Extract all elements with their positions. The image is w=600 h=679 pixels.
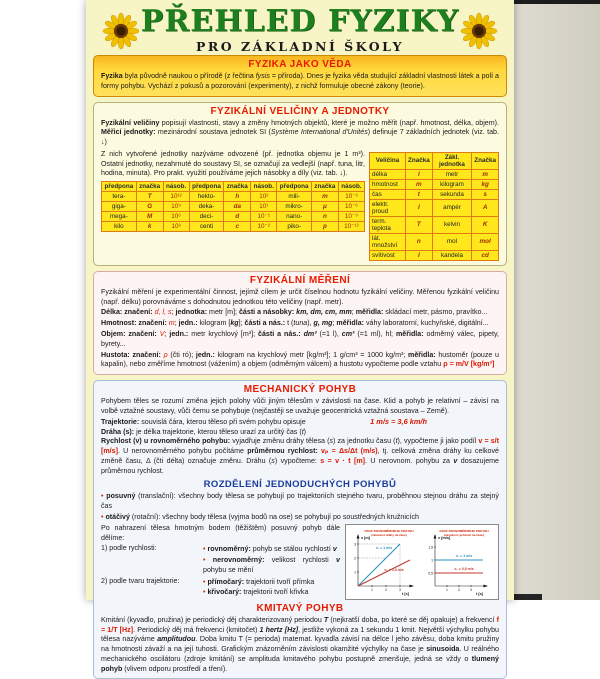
graph-subtitle: (závislost rychlosti na čase) bbox=[444, 532, 484, 537]
division-note: Po nahrazení tělesa hmotným bodem (těžištěm) posuvný pohyb dále dělíme: bbox=[101, 523, 340, 542]
column-header: násob. bbox=[251, 182, 277, 192]
section-title: FYZIKÁLNÍ MĚŘENÍ bbox=[249, 274, 351, 286]
table-cell: 10⁻¹ bbox=[251, 212, 277, 222]
draha-line: Dráha (s): je délka trajektorie, kterou těleso urazí za určitý čas (t) bbox=[101, 427, 307, 436]
graph-title: GRAF ROVNOMĚRNÉHO POHYBU bbox=[364, 528, 414, 533]
column-header: násob. bbox=[163, 182, 189, 192]
y-tick: 1 bbox=[431, 558, 433, 563]
table-cell: hekto- bbox=[189, 192, 224, 202]
table-cell: l bbox=[406, 169, 433, 179]
table-cell: 10⁻⁶ bbox=[338, 202, 364, 212]
table-row bbox=[102, 222, 365, 232]
table-row bbox=[370, 233, 499, 250]
left-column bbox=[101, 150, 365, 261]
table-cell: svítivost bbox=[370, 250, 406, 260]
table-cell: m bbox=[312, 192, 339, 202]
text-line: Délka: značení: d, l, s; jednotka: metr [m]; části a násobky: km, dm, cm, mm; měřidla: skládací metr, pásmo, pravítko... bbox=[101, 308, 488, 317]
division-row-trajectory bbox=[101, 577, 340, 599]
table-cell: k bbox=[136, 222, 163, 232]
trajectory-line: Trajektorie: souvislá čára, kterou těleso při svém pohybu opisuje bbox=[101, 417, 306, 426]
series-line-v1 bbox=[358, 544, 400, 586]
table-row bbox=[370, 179, 499, 189]
si-units-table bbox=[369, 152, 499, 261]
motion-graph-distance bbox=[347, 526, 419, 598]
speed-conversion-formula: 1 m/s = 3,6 km/h bbox=[370, 416, 427, 426]
y-tick: 1,5 bbox=[428, 545, 433, 550]
physics-sheet-card bbox=[86, 0, 514, 673]
text-line: • nerovnoměrný: velikost rychlosti v pohybu se mění bbox=[203, 556, 340, 574]
table-cell: G bbox=[136, 202, 163, 212]
column-header: předpona bbox=[277, 182, 312, 192]
motion-graph-velocity bbox=[421, 526, 493, 598]
sheet-header bbox=[86, 0, 514, 55]
table-cell: deka- bbox=[189, 202, 224, 212]
table-cell: c bbox=[224, 222, 251, 232]
table-cell: K bbox=[472, 216, 499, 233]
table-cell: 10³ bbox=[163, 222, 189, 232]
y-tick: 1 bbox=[354, 570, 356, 575]
series-label: v₁ = 1 m/s bbox=[455, 553, 473, 558]
column-header: Zákl. jednotka bbox=[432, 152, 472, 169]
x-tick: 3 bbox=[399, 587, 401, 592]
table-cell: 10⁶ bbox=[163, 212, 189, 222]
y-tick: 0,5 bbox=[428, 571, 433, 576]
series-label: v₂ = 0,5 m/s bbox=[384, 567, 404, 572]
rychlost-paragraph: Rychlost (v) u rovnoměrného pohybu: vyjadřuje změnu dráhy tělesa (s) za jednotku času (t), vypočteme ji jako podíl v = s/t [m/s]. U nerovnoměrného pohybu počítáme průměrnou rychlost: vₚ = Δs/Δt (m/s), tj. celková změna dráhy ku celkové změně času, Δ (čti délta) označuje změnu. Dráhu (s) vypočteme: s = v · t [m]. U nerovnom. pohybu za v dosazujeme průměrnou rychlost. bbox=[101, 437, 500, 475]
text-line: • otáčivý (rotační): všechny body tělesa (vyjma bodů na ose) se pohybují po soustředných kružnicích bbox=[101, 512, 419, 521]
table-cell: mega- bbox=[102, 212, 137, 222]
table-header-row bbox=[102, 182, 365, 192]
section-fyzika-jako-veda bbox=[93, 55, 507, 97]
subsection-title-rozdeleni: ROZDĚLENÍ JEDNODUCHÝCH POHYBŮ bbox=[203, 479, 397, 491]
table-cell: T bbox=[136, 192, 163, 202]
text-line: • rovnoměrný: pohyb se stálou rychlostí v bbox=[203, 545, 337, 554]
section-paragraph: Fyzikální veličiny popisují vlastnosti, stavy a změny hmotných objektů, které je možno měřit (např. hmotnost, délka, objem). Měřicí jednotky: mezinárodní soustava jednotek SI (Système International d'Unités) definuje 7 základních jednotek (viz. tab. ↓) bbox=[101, 118, 499, 147]
page-subtitle: PRO ZÁKLADNÍ ŠKOLY bbox=[195, 39, 405, 54]
table-cell: kandela bbox=[432, 250, 472, 260]
table-cell: m bbox=[406, 179, 433, 189]
column-header: Značka bbox=[472, 152, 499, 169]
table-cell: term. teplota bbox=[370, 216, 406, 233]
table-cell: μ bbox=[312, 202, 339, 212]
column-header: značka bbox=[224, 182, 251, 192]
table-cell: I bbox=[406, 250, 433, 260]
y-tick: 2 bbox=[354, 556, 356, 561]
table-cell: 10⁻³ bbox=[338, 192, 364, 202]
y-tick: 3 bbox=[354, 542, 356, 547]
y-axis-label: s [m] bbox=[361, 535, 371, 540]
table-cell: I bbox=[406, 199, 433, 216]
column-header: značka bbox=[136, 182, 163, 192]
text-line: Objem: značení: V; jedn.: metr krychlový [m³]; části a nás.: dm³ (=1 l), cm³ (=1 ml), hl; měřidla: odměrný válec, pipety, byrety... bbox=[101, 330, 499, 348]
table-cell: sekunda bbox=[432, 189, 472, 199]
motion-type-bullets bbox=[101, 492, 499, 522]
text-line: • křivočarý: trajektorii tvoří křivka bbox=[203, 588, 309, 597]
table-cell: p bbox=[312, 222, 339, 232]
series-label: v₂ = 0,5 m/s bbox=[454, 566, 474, 571]
table-row bbox=[102, 192, 365, 202]
page-title: PŘEHLED FYZIKY bbox=[140, 4, 460, 39]
division-items bbox=[203, 544, 340, 575]
scan-backdrop-right bbox=[514, 0, 600, 600]
right-column bbox=[369, 150, 499, 261]
table-cell: n bbox=[312, 212, 339, 222]
prefix-table bbox=[101, 181, 365, 232]
section-title: FYZIKÁLNÍ VELIČINY A JEDNOTKY bbox=[210, 105, 390, 117]
sunflower-icon bbox=[102, 12, 140, 50]
table-cell: tera- bbox=[102, 192, 137, 202]
trajectory-row bbox=[101, 417, 499, 428]
table-cell: 10⁻² bbox=[251, 222, 277, 232]
table-cell: mikro- bbox=[277, 202, 312, 212]
table-cell: kg bbox=[472, 179, 499, 189]
table-row bbox=[102, 202, 365, 212]
division-label: 2) podle tvaru trajektorie: bbox=[101, 576, 180, 585]
table-cell: n bbox=[406, 233, 433, 250]
table-cell: elektr. proud bbox=[370, 199, 406, 216]
table-row bbox=[370, 199, 499, 216]
column-header: Veličina bbox=[370, 152, 406, 169]
x-tick: 1 bbox=[446, 587, 448, 592]
column-header: předpona bbox=[102, 182, 137, 192]
table-cell: A bbox=[472, 199, 499, 216]
table-cell: lát. množství bbox=[370, 233, 406, 250]
table-cell: kelvin bbox=[432, 216, 472, 233]
graph-title: GRAF ROVNOMĚRNÉHO POHYBU bbox=[439, 528, 489, 533]
table-cell: nano- bbox=[277, 212, 312, 222]
division-row-speed bbox=[101, 544, 340, 575]
table-row bbox=[370, 169, 499, 179]
section-title: MECHANICKÝ POHYB bbox=[243, 384, 357, 396]
section-fyzikalni-mereni bbox=[93, 271, 507, 375]
text-line: • posuvný (translační): všechny body tělesa se pohybují po trajektoriích stejného tvaru, proběhnou stejnou dráhu za stejný čas bbox=[101, 492, 499, 511]
text-line: • přímočarý: trajektorii tvoří přímka bbox=[203, 577, 315, 586]
text-line: Hmotnost: značení: m; jedn.: kilogram [kg]; části a nás.: t (tuna), g, mg; měřidla: váhy laboratorní, kuchyňské, digitální... bbox=[101, 319, 489, 328]
subsection-title-kmitavy: KMITAVÝ POHYB bbox=[256, 602, 344, 614]
column-header: předpona bbox=[189, 182, 224, 192]
y-axis-label: v [m/s] bbox=[438, 535, 451, 540]
series-label: v₁ = 1 m/s bbox=[375, 545, 393, 550]
table-cell: piko- bbox=[277, 222, 312, 232]
section-veliciny-a-jednotky bbox=[93, 102, 507, 266]
column-header: Značka bbox=[406, 152, 433, 169]
table-cell: mol bbox=[472, 233, 499, 250]
x-tick: 3 bbox=[470, 587, 472, 592]
table-cell: cd bbox=[472, 250, 499, 260]
table-cell: kilo bbox=[102, 222, 137, 232]
table-cell: centi bbox=[189, 222, 224, 232]
table-cell: hmotnost bbox=[370, 179, 406, 189]
division-items bbox=[203, 577, 340, 599]
column-header: násob. bbox=[338, 182, 364, 192]
table-row bbox=[370, 216, 499, 233]
table-cell: da bbox=[224, 202, 251, 212]
series-line-v2 bbox=[358, 560, 410, 586]
table-cell: mol bbox=[432, 233, 472, 250]
sunflower-icon bbox=[460, 12, 498, 50]
table-cell: metr bbox=[432, 169, 472, 179]
table-cell: délka bbox=[370, 169, 406, 179]
division-area bbox=[101, 524, 499, 602]
section-paragraph: Z nich vytvořené jednotky nazýváme odvozené (př. jednotka objemu je 1 m³). Ostatní jednotky, nezahrnuté do soustavy SI, se označují za vedlejší (např. tuna, litr, hodina, minuta). Pro prakt. využití používáme jejich násobky a díly (viz. tab. ↓). bbox=[101, 149, 365, 178]
table-cell: m bbox=[472, 169, 499, 179]
table-cell: d bbox=[224, 212, 251, 222]
table-cell: mili- bbox=[277, 192, 312, 202]
x-axis-label: t [s] bbox=[402, 591, 409, 596]
table-cell: kilogram bbox=[432, 179, 472, 189]
table-cell: deci- bbox=[189, 212, 224, 222]
table-cell: h bbox=[224, 192, 251, 202]
two-column-area bbox=[101, 150, 499, 261]
table-row bbox=[370, 250, 499, 260]
table-cell: 10⁹ bbox=[163, 202, 189, 212]
x-tick: 2 bbox=[458, 587, 460, 592]
table-cell: ampér bbox=[432, 199, 472, 216]
column-header: značka bbox=[312, 182, 339, 192]
division-label: 1) podle rychlosti: bbox=[101, 544, 157, 553]
table-cell: M bbox=[136, 212, 163, 222]
section-mechanicky-pohyb bbox=[93, 380, 507, 679]
section-body: Fyzika byla původně naukou o přírodě (z řečtina fysis = příroda). Dnes je fyzika věda studující základní vlastnosti látek a polí a formy pohybu. Vychází z pokusů a pozorování (experimenty), z nichž formuluje obecné zákony (teorie). bbox=[101, 72, 499, 90]
section-intro: Pohybem těles se rozumí změna jejich polohy vůči jiným tělesům v závislosti na čase. Klid a pohyb je relativní – závisí na volbě vztažné soustavy, vůči čemu se pohybuje (nejčastěji se uvažuje geocentrická vztažná soustava – Země). bbox=[101, 397, 499, 415]
table-cell: 10⁻¹² bbox=[338, 222, 364, 232]
table-cell: čas bbox=[370, 189, 406, 199]
table-cell: 10² bbox=[251, 192, 277, 202]
graphs-panel bbox=[345, 524, 499, 600]
table-cell: giga- bbox=[102, 202, 137, 212]
section-title: FYZIKA JAKO VĚDA bbox=[248, 59, 352, 70]
graph-subtitle: (závislost dráhy na čase) bbox=[371, 532, 407, 537]
text-line: Hustota: značení: ρ (čti ró); jedn.: kilogram na krychlový metr [kg/m³]; 1 g/cm³ = 1000 kg/m³; měřidla: hustoměr (pouze u kapalin), nebo změříme hmotnost (vážením) a objem (odměrným válcem) a hustotu vypočteme podle vztahu ρ = m/V [kg/m³] bbox=[101, 350, 499, 369]
x-tick: 1 bbox=[371, 587, 373, 592]
measurement-lines bbox=[101, 308, 499, 370]
section-intro: Fyzikální měření je experimentální činnost, jejímž cílem je určit číselnou hodnotu fyzikální veličiny. Měřenou fyzikální veličinu (např. délku) porovnáváme s dohodnutou jednotkou této veličiny (např. metr). bbox=[101, 287, 499, 306]
table-row bbox=[102, 212, 365, 222]
table-cell: 10¹ bbox=[251, 202, 277, 212]
table-header-row bbox=[370, 152, 499, 169]
title-block bbox=[140, 4, 460, 54]
table-cell: 10¹² bbox=[163, 192, 189, 202]
table-cell: 10⁻⁹ bbox=[338, 212, 364, 222]
table-row bbox=[370, 189, 499, 199]
kmitavy-paragraph: Kmitání (kyvadlo, pružina) je periodický děj charakterizovaný periodou T (nejkratší doba, po které se děj opakuje) a frekvencí f = 1/T [Hz]. Periodický děj má frekvenci (kmitočet) 1 hertz [Hz], jestliže vykoná za 1 sekundu 1 kmit. Největší výchylku pohybu tělesa nazýváme amplitudou. Doba kmitu T (= perioda) matemat. kyvadla závisí na délce l jeho závěsu, doba kmitu pružiny na hmotnosti závaží a na její tuhosti. Grafickým znázorněním závislosti okamžité výchylky na čase je sinusoida. U reálného mechanického oscilátoru (zdroje kmitání) se amplituda kmitavého pohybu postupně zmenšuje, jedná se vždy o tlumený pohyb (vlivem odporu prostředí a tření). bbox=[101, 615, 500, 673]
table-cell: t bbox=[406, 189, 433, 199]
x-axis-label: t [s] bbox=[476, 591, 483, 596]
table-cell: s bbox=[472, 189, 499, 199]
table-cell: T bbox=[406, 216, 433, 233]
x-tick: 2 bbox=[385, 587, 387, 592]
